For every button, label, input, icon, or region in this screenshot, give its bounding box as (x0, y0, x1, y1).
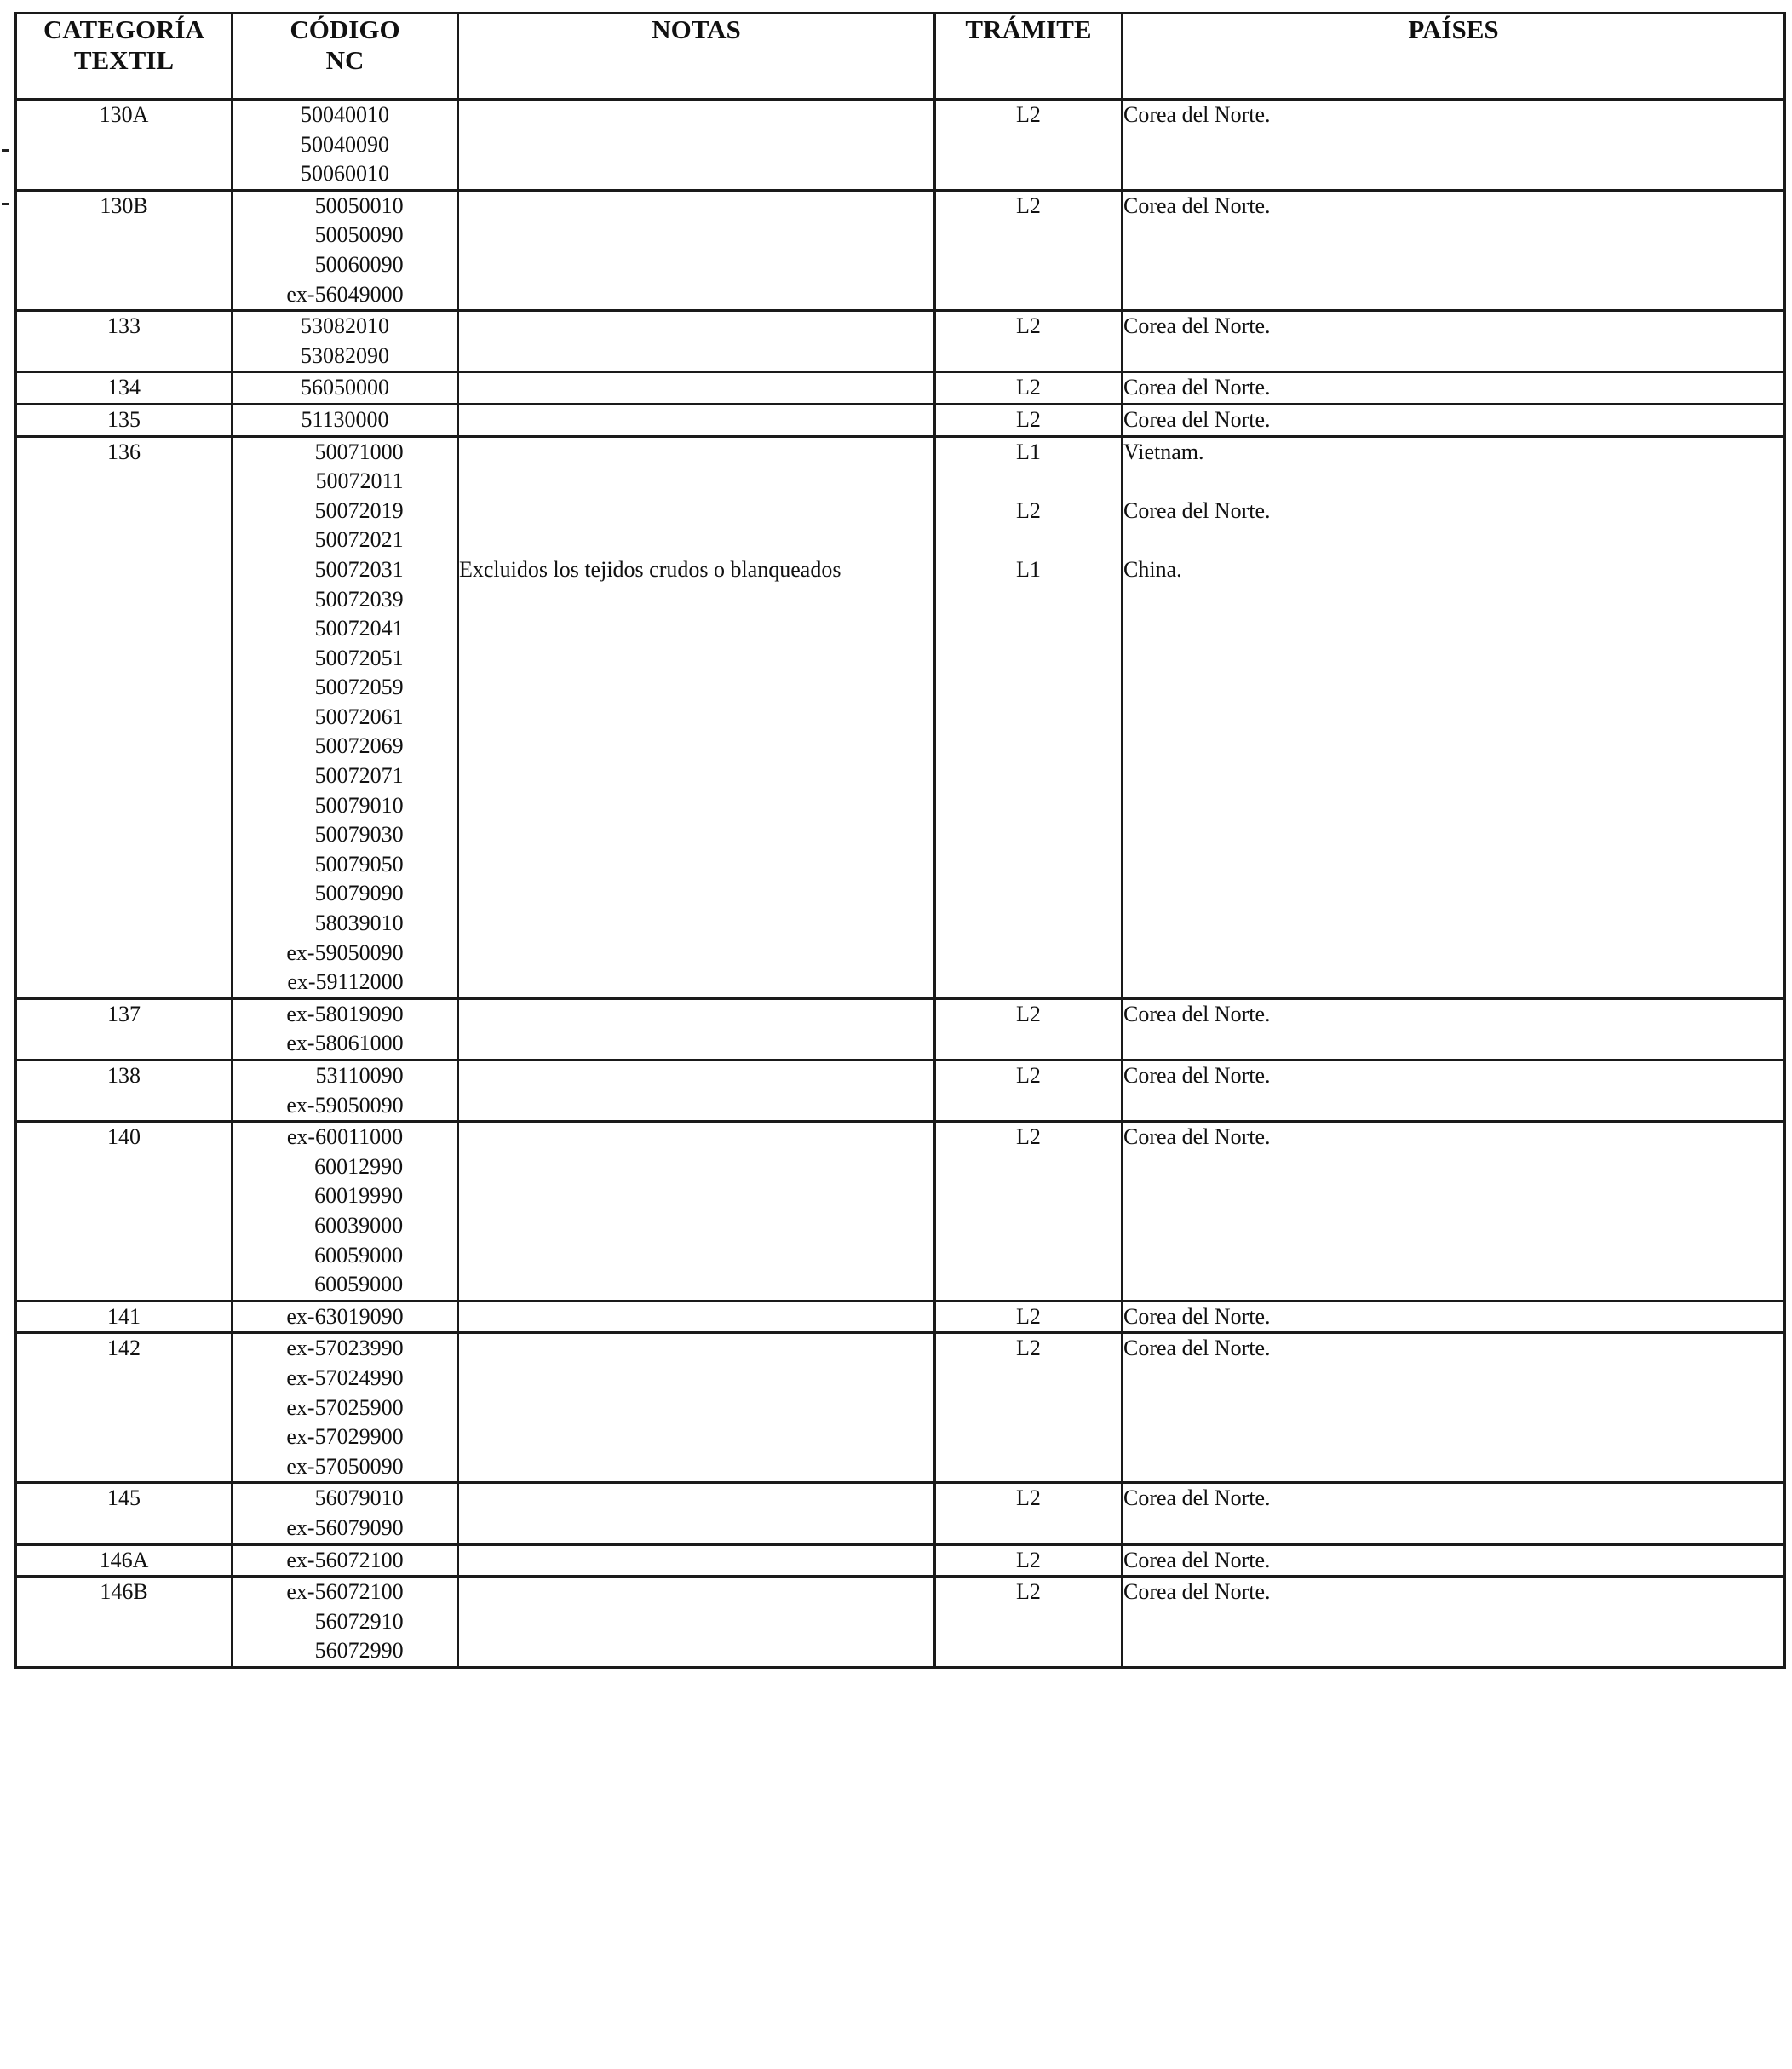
paises-cell (1123, 1544, 1785, 1577)
categoria-value: 133 (107, 313, 141, 339)
notas-cell (458, 998, 935, 1060)
table-row (16, 1483, 1785, 1544)
codigo-list (286, 1061, 403, 1120)
codigo-value: 56050000 (301, 375, 389, 400)
paises-cell (1123, 436, 1785, 998)
header-paises (1123, 14, 1785, 100)
codigo-list (301, 312, 389, 371)
codigo-value: ex-57025900 (286, 1394, 404, 1420)
categoria-cell (16, 1301, 233, 1333)
notas-cell (458, 404, 935, 436)
tramite-list (936, 405, 1121, 435)
codigo-cell (233, 1060, 458, 1122)
codigo-list (286, 1578, 403, 1666)
codigo-cell (233, 1483, 458, 1544)
tramite-cell (935, 1483, 1123, 1544)
header-categoria-line1: CATEGORÍA (43, 14, 204, 44)
table-body (16, 100, 1785, 1668)
table-row (16, 1544, 1785, 1577)
categoria-value: 134 (107, 375, 141, 400)
table-row (16, 1301, 1785, 1333)
codigo-value: 53082090 (301, 342, 389, 368)
tramite-value: L2 (1016, 1303, 1041, 1329)
codigo-value: 51130000 (301, 406, 389, 432)
notas-cell (458, 1122, 935, 1302)
tramite-value: L2 (1016, 1001, 1041, 1026)
codigo-value: 50072061 (314, 704, 404, 729)
categoria-cell (16, 1577, 233, 1668)
codigo-cell (233, 998, 458, 1060)
codigo-value: 53110090 (315, 1063, 404, 1088)
categoria-cell (16, 372, 233, 405)
tramite-list (936, 1302, 1121, 1332)
margin-mark (2, 149, 9, 152)
notas-cell (458, 372, 935, 405)
codigo-value: ex-59112000 (287, 969, 404, 995)
codigo-value: ex-60011000 (286, 1124, 404, 1150)
codigo-value: 50079010 (314, 792, 404, 818)
pais-value: Corea del Norte. (1123, 1486, 1271, 1511)
categoria-value: 130A (99, 102, 149, 127)
paises-list (1123, 438, 1783, 615)
codigo-value: 50072039 (314, 586, 404, 612)
paises-list (1123, 373, 1783, 403)
codigo-cell (233, 436, 458, 998)
tramite-cell (935, 1577, 1123, 1668)
codigo-value: 50072041 (314, 616, 404, 641)
header-notas-label: NOTAS (652, 14, 741, 44)
codigo-value: 58039010 (314, 911, 404, 936)
tramite-cell (935, 190, 1123, 310)
tramite-value: L2 (1016, 1486, 1041, 1511)
paises-cell (1123, 1060, 1785, 1122)
categoria-cell (16, 1483, 233, 1544)
codigo-value: 60019990 (314, 1183, 404, 1209)
tramite-list (936, 1578, 1121, 1607)
pais-value: Corea del Norte. (1123, 313, 1271, 339)
codigo-value: 50060090 (314, 251, 404, 277)
paises-list (1123, 1123, 1783, 1152)
codigo-value: 50060010 (301, 161, 389, 187)
pais-value: Corea del Norte. (1123, 1579, 1271, 1605)
codigo-value: ex-63019090 (286, 1303, 404, 1329)
tramite-cell (935, 1301, 1123, 1333)
codigo-value: 50072011 (315, 468, 404, 494)
codigo-cell (233, 404, 458, 436)
codigo-value: 56072990 (314, 1638, 404, 1664)
pais-value: Corea del Norte. (1123, 1063, 1271, 1088)
pais-value: China. (1123, 556, 1182, 582)
tramite-list (936, 101, 1121, 130)
categoria-value: 136 (107, 439, 141, 464)
categoria-value: 142 (107, 1336, 141, 1361)
header-codigo-line2: NC (325, 45, 365, 75)
tramite-value: L1 (1016, 556, 1041, 582)
codigo-value: 50050010 (314, 193, 404, 218)
pais-value: Corea del Norte. (1123, 406, 1271, 432)
categoria-cell (16, 404, 233, 436)
paises-list (1123, 192, 1783, 221)
codigo-value: ex-59050090 (286, 940, 404, 965)
codigo-cell (233, 190, 458, 310)
codigo-cell (233, 1122, 458, 1302)
paises-cell (1123, 1122, 1785, 1302)
categoria-cell (16, 436, 233, 998)
paises-cell (1123, 311, 1785, 372)
codigo-value: 50072031 (314, 556, 404, 582)
header-categoria (16, 14, 233, 100)
header-notas (458, 14, 935, 100)
paises-list (1123, 1546, 1783, 1576)
codigo-value: 50040090 (301, 131, 389, 157)
codigo-value: ex-56072100 (286, 1579, 404, 1605)
table-row (16, 1122, 1785, 1302)
notas-cell (458, 1483, 935, 1544)
codigo-cell (233, 1301, 458, 1333)
codigo-value: 50079050 (314, 851, 404, 876)
categoria-cell (16, 311, 233, 372)
tramite-list (936, 1061, 1121, 1091)
tramite-list (936, 1123, 1121, 1152)
paises-cell (1123, 998, 1785, 1060)
codigo-value: ex-56072100 (286, 1547, 404, 1572)
codigo-value: ex-57023990 (286, 1336, 404, 1361)
tramite-cell (935, 1544, 1123, 1577)
codigo-value: ex-57029900 (286, 1424, 404, 1450)
header-codigo (233, 14, 458, 100)
categoria-cell (16, 190, 233, 310)
categoria-cell (16, 998, 233, 1060)
codigo-cell (233, 1544, 458, 1577)
categoria-value: 145 (107, 1486, 141, 1511)
tramite-value: L1 (1016, 439, 1041, 464)
table-row (16, 100, 1785, 191)
tramite-list (936, 1334, 1121, 1364)
codigo-value: 60059000 (314, 1242, 404, 1267)
pais-value: Corea del Norte. (1123, 193, 1271, 218)
table-row (16, 1060, 1785, 1122)
codigo-value: 50079030 (314, 822, 404, 848)
header-codigo-line1: CÓDIGO (290, 14, 400, 44)
codigo-list (286, 1546, 403, 1576)
codigo-value: ex-57050090 (286, 1453, 404, 1479)
tramite-cell (935, 404, 1123, 436)
codigo-list (286, 1302, 403, 1332)
codigo-list (301, 373, 389, 403)
notas-cell (458, 1060, 935, 1122)
tramite-value: L2 (1016, 193, 1041, 218)
categoria-value: 146B (100, 1579, 148, 1605)
header-tramite-label: TRÁMITE (965, 14, 1092, 44)
codigo-cell (233, 1577, 458, 1668)
tramite-list (936, 192, 1121, 221)
pais-value: Corea del Norte. (1123, 1336, 1271, 1361)
codigo-cell (233, 1333, 458, 1483)
tramite-list (936, 1546, 1121, 1576)
document-sheet (14, 12, 1783, 1669)
pais-value: Corea del Norte. (1123, 102, 1271, 127)
codigo-list (287, 1123, 403, 1300)
notas-cell (458, 190, 935, 310)
tramite-cell (935, 998, 1123, 1060)
table-row (16, 190, 1785, 310)
notas-cell (458, 1544, 935, 1577)
codigo-cell (233, 311, 458, 372)
notas-cell (458, 100, 935, 191)
table-row (16, 1333, 1785, 1483)
codigo-value: 50079090 (314, 881, 404, 906)
pais-value: Vietnam. (1123, 439, 1204, 464)
categoria-value: 146A (99, 1547, 149, 1572)
codigo-value: 50040010 (301, 102, 389, 127)
codigo-cell (233, 372, 458, 405)
categoria-value: 140 (107, 1124, 141, 1150)
codigo-list (286, 438, 403, 997)
notas-cell (458, 311, 935, 372)
paises-list (1123, 1000, 1783, 1030)
categoria-value: 135 (107, 406, 141, 432)
tramite-value: L2 (1016, 1547, 1041, 1572)
tramite-cell (935, 372, 1123, 405)
paises-list (1123, 1334, 1783, 1364)
table-row (16, 998, 1785, 1060)
margin-mark (2, 203, 9, 205)
tramite-cell (935, 100, 1123, 191)
notas-value: Excluidos los tejidos crudos o blanqueados (459, 556, 841, 582)
codigo-value: 60039000 (314, 1212, 404, 1238)
notas-cell (458, 1301, 935, 1333)
codigo-list (286, 1334, 403, 1481)
categoria-cell (16, 1060, 233, 1122)
tramite-value: L2 (1016, 1579, 1041, 1605)
pais-value: Corea del Norte. (1123, 1124, 1271, 1150)
paises-list (1123, 1484, 1783, 1514)
textile-category-table (14, 12, 1786, 1669)
tramite-list (936, 1000, 1121, 1030)
tramite-value: L2 (1016, 406, 1041, 432)
pais-value: Corea del Norte. (1123, 375, 1271, 400)
tramite-value: L2 (1016, 1124, 1041, 1150)
codigo-list (286, 192, 403, 309)
tramite-list (936, 312, 1121, 342)
categoria-value: 137 (107, 1001, 141, 1026)
tramite-cell (935, 436, 1123, 998)
categoria-cell (16, 1122, 233, 1302)
codigo-value: ex-57024990 (286, 1365, 404, 1390)
categoria-cell (16, 1544, 233, 1577)
codigo-value: 50072071 (314, 763, 404, 789)
categoria-value: 138 (107, 1063, 141, 1088)
tramite-value: L2 (1016, 102, 1041, 127)
tramite-value: L2 (1016, 1063, 1041, 1088)
paises-list (1123, 1302, 1783, 1332)
pais-value: Corea del Norte. (1123, 497, 1271, 523)
tramite-cell (935, 1333, 1123, 1483)
codigo-value: 50072019 (314, 497, 404, 523)
table-row (16, 436, 1785, 998)
codigo-value: ex-58019090 (286, 1001, 404, 1026)
paises-cell (1123, 100, 1785, 191)
paises-cell (1123, 372, 1785, 405)
table-row (16, 1577, 1785, 1668)
codigo-value: ex-59050090 (286, 1092, 404, 1118)
notas-cell (458, 1577, 935, 1668)
categoria-cell (16, 100, 233, 191)
pais-value: Corea del Norte. (1123, 1303, 1271, 1329)
codigo-value: 60059000 (314, 1272, 404, 1297)
tramite-value: L2 (1016, 313, 1041, 339)
tramite-value: L2 (1016, 1336, 1041, 1361)
codigo-value: ex-56079090 (286, 1514, 404, 1540)
codigo-value: 60012990 (314, 1153, 404, 1179)
tramite-value: L2 (1016, 375, 1041, 400)
codigo-cell (233, 100, 458, 191)
categoria-value: 130B (100, 193, 148, 218)
paises-list (1123, 405, 1783, 435)
categoria-value: 141 (107, 1303, 141, 1329)
codigo-list (301, 101, 389, 189)
tramite-value: L2 (1016, 497, 1041, 523)
tramite-list (936, 438, 1121, 615)
tramite-list (936, 1484, 1121, 1514)
tramite-list (936, 373, 1121, 403)
paises-list (1123, 1061, 1783, 1091)
tramite-cell (935, 311, 1123, 372)
table-row (16, 311, 1785, 372)
codigo-value: 50071000 (314, 439, 404, 464)
codigo-list (286, 1000, 403, 1059)
paises-list (1123, 312, 1783, 342)
codigo-value: 50050090 (314, 222, 404, 248)
tramite-cell (935, 1060, 1123, 1122)
tramite-cell (935, 1122, 1123, 1302)
codigo-value: 50072051 (314, 645, 404, 670)
paises-cell (1123, 190, 1785, 310)
notas-cell (458, 436, 935, 998)
header-categoria-line2: TEXTIL (73, 45, 175, 75)
codigo-value: 56072910 (314, 1608, 404, 1634)
header-tramite (935, 14, 1123, 100)
paises-cell (1123, 1577, 1785, 1668)
paises-cell (1123, 1301, 1785, 1333)
codigo-value: 50072069 (314, 733, 404, 759)
codigo-list (301, 405, 388, 435)
table-header-row (16, 14, 1785, 100)
codigo-value: 50072059 (314, 675, 404, 700)
notas-cell (458, 1333, 935, 1483)
table-row (16, 404, 1785, 436)
paises-cell (1123, 1483, 1785, 1544)
codigo-value: 50072021 (314, 527, 404, 553)
paises-list (1123, 1578, 1783, 1607)
codigo-value: ex-58061000 (286, 1031, 404, 1056)
codigo-value: 53082010 (301, 313, 389, 339)
pais-value: Corea del Norte. (1123, 1547, 1271, 1572)
paises-list (1123, 101, 1783, 130)
header-paises-label: PAÍSES (1408, 14, 1499, 44)
paises-cell (1123, 1333, 1785, 1483)
pais-value: Corea del Norte. (1123, 1001, 1271, 1026)
codigo-list (286, 1484, 403, 1543)
paises-cell (1123, 404, 1785, 436)
codigo-value: ex-56049000 (286, 281, 404, 307)
categoria-cell (16, 1333, 233, 1483)
table-row (16, 372, 1785, 405)
codigo-value: 56079010 (314, 1486, 404, 1511)
